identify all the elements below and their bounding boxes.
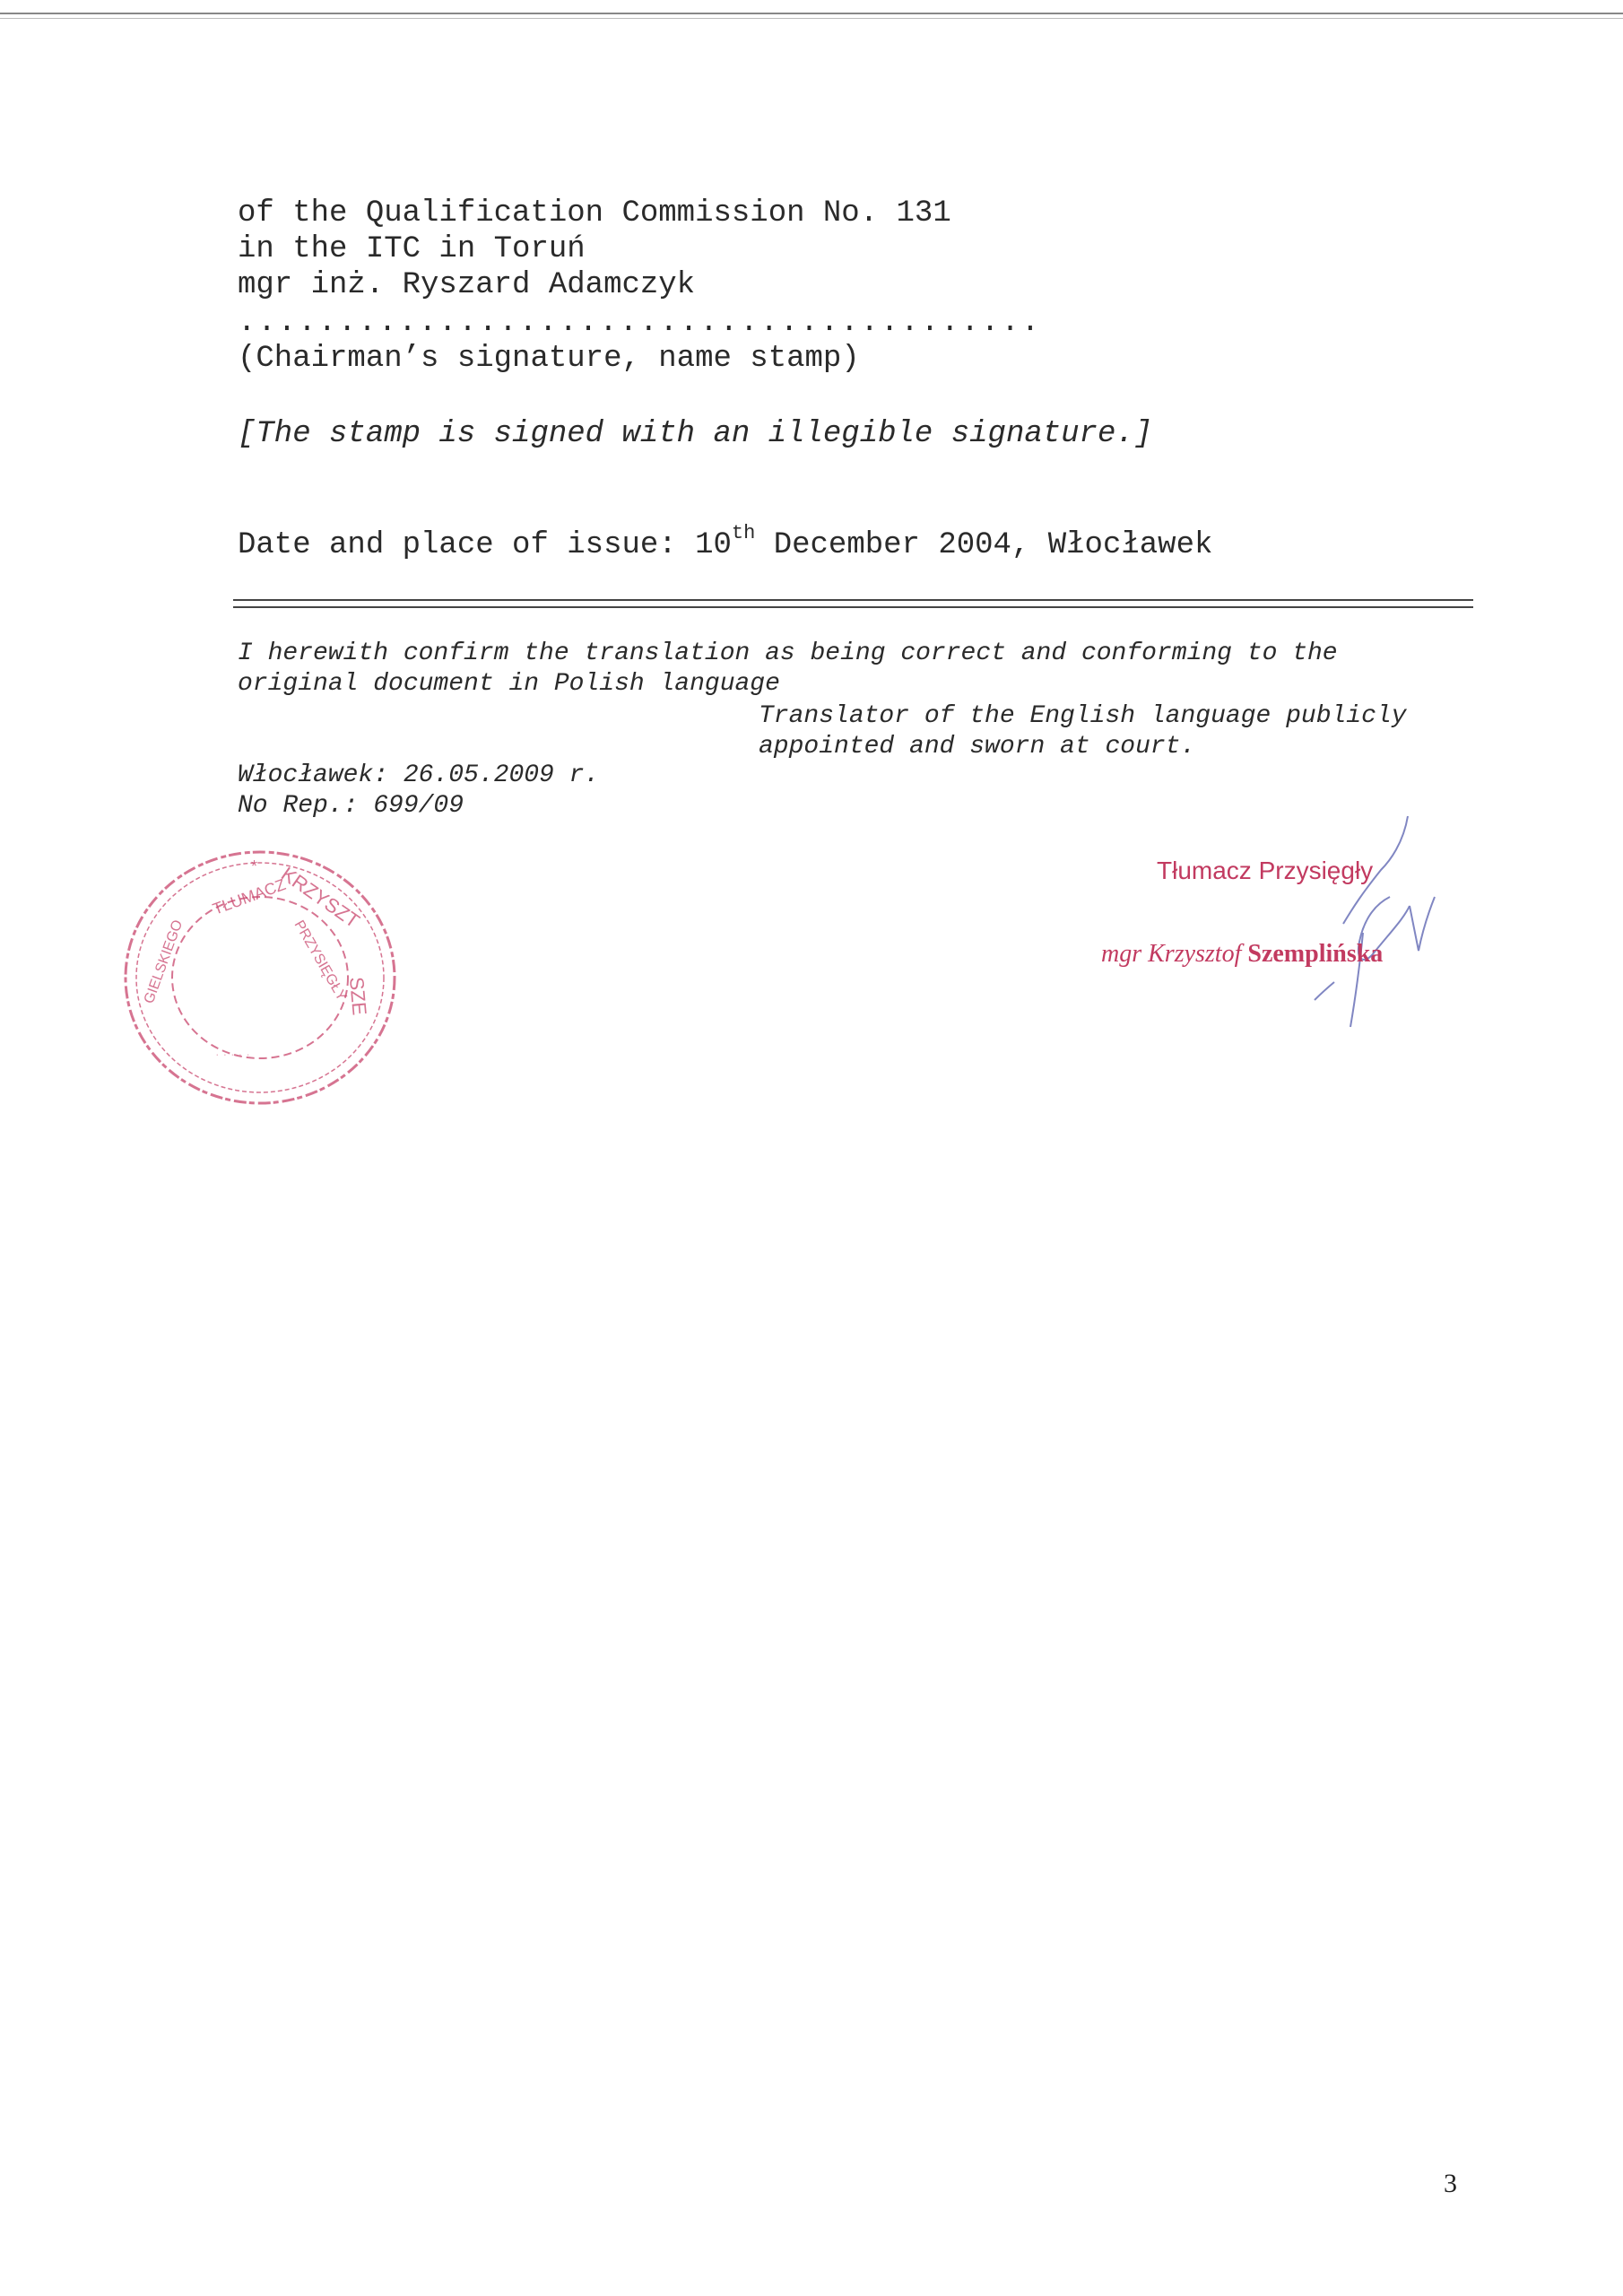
repertory-number: No Rep.: 699/09 xyxy=(238,792,464,820)
signature-caption: (Chairman’s signature, name stamp) xyxy=(238,342,860,376)
svg-text:GIELSKIEGO: GIELSKIEGO xyxy=(141,918,187,1006)
issue-prefix: Date and place of issue: 10 xyxy=(238,528,732,562)
section-divider xyxy=(233,599,1473,608)
svg-text:TŁUMACZ: TŁUMACZ xyxy=(210,874,289,918)
translator-stamp-name xyxy=(1101,940,1383,969)
confirm-line-2: original document in Polish language xyxy=(238,670,780,698)
stamp-note: [The stamp is signed with an illegible signature.] xyxy=(238,417,1153,451)
confirm-line-1: I herewith confirm the translation as being correct and conforming to the xyxy=(238,639,1338,667)
top-border-line-secondary xyxy=(0,18,1623,19)
svg-text:SZE: SZE xyxy=(345,976,371,1017)
svg-text:· · · · ·: · · · · · xyxy=(215,1047,250,1061)
official-seal-image xyxy=(117,843,404,1112)
issue-suffix: December 2004, Włocławek xyxy=(755,528,1213,562)
place-date: Włocławek: 26.05.2009 r. xyxy=(238,761,600,789)
commission-line: of the Qualification Commission No. 131 xyxy=(238,196,951,230)
svg-text:KRZYSZT: KRZYSZT xyxy=(277,862,364,933)
top-border-line xyxy=(0,13,1623,14)
svg-text:PRZYSIĘGŁY: PRZYSIĘGŁY xyxy=(291,918,350,1004)
translator-role-line-2: appointed and sworn at court. xyxy=(759,733,1196,761)
translator-stamp-name-prefix: mgr Krzysztof xyxy=(1101,940,1248,968)
issue-date-place xyxy=(238,522,1213,563)
translator-stamp-name-surname: Szemplińska xyxy=(1247,940,1384,968)
translator-signature-image xyxy=(1094,807,1471,1040)
chairman-name: mgr inż. Ryszard Adamczyk xyxy=(238,268,696,302)
issue-day-suffix: th xyxy=(731,522,756,544)
signature-dots: ........................................ xyxy=(238,306,1042,340)
page-number: 3 xyxy=(1444,2169,1457,2198)
translator-role-line-1: Translator of the English language publicly xyxy=(759,702,1407,730)
itc-line: in the ITC in Toruń xyxy=(238,232,586,266)
svg-text:*: * xyxy=(251,857,258,875)
translator-stamp-title: Tłumacz Przysięgły xyxy=(1157,857,1374,884)
